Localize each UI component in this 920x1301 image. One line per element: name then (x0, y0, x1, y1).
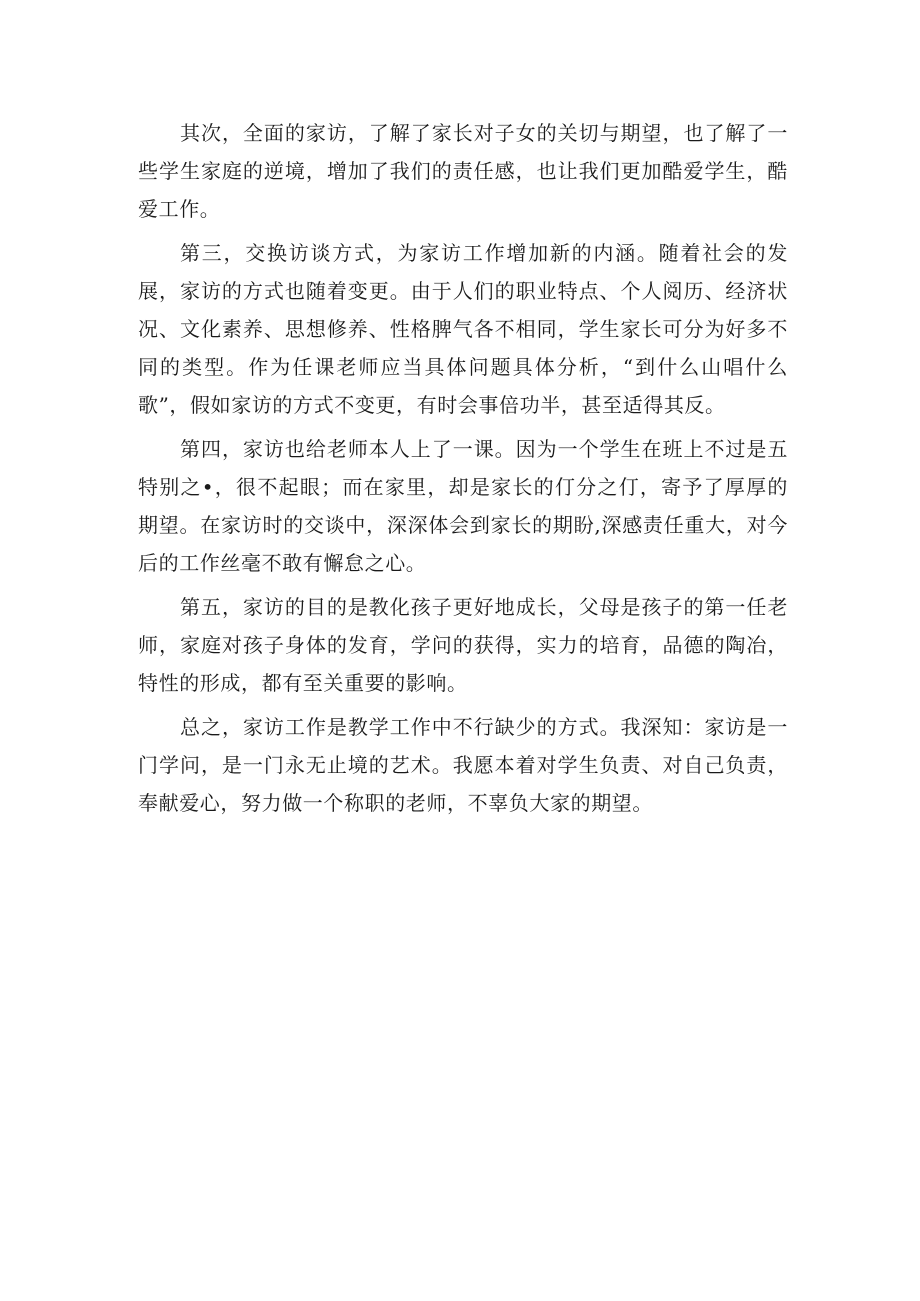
document-body (138, 114, 788, 828)
paragraph-second-point: 其次，全面的家访，了解了家长对子女的关切与期望，也了解了一些学生家庭的逆境，增加了我们的责任感，也让我们更加酷爱学生，酷爱工作。 (138, 121, 788, 221)
paragraph-fourth-point: 第四，家访也给老师本人上了一课。因为一个学生在班上不过是五特别之•，很不起眼；而在家里，却是家长的仃分之仃，寄予了厚厚的期望。在家访时的交谈中，深深体会到家长的期盼,深感责任重大，对今后的工作丝毫不敢有懈怠之心。 (138, 437, 788, 575)
paragraph-conclusion: 总之，家访工作是教学工作中不行缺少的方式。我深知：家访是一门学问，是一门永无止境的艺术。我愿本着对学生负责、对自己负责，奉献爱心，努力做一个称职的老师，不辜负大家的期望。 (138, 715, 788, 815)
paragraph-fifth-point: 第五，家访的目的是教化孩子更好地成长，父母是孩子的第一任老师，家庭对孩子身体的发育，学问的获得，实力的培育，品德的陶冶，特性的形成，都有至关重要的影响。 (138, 595, 788, 695)
paragraph-third-point: 第三，交换访谈方式，为家访工作增加新的内涵。随着社会的发展，家访的方式也随着变更。由于人们的职业特点、个人阅历、经济状况、文化素养、思想修养、性格脾气各不相同，学生家长可分为好多不同的类型。作为任课老师应当具体问题具体分析，“到什么山唱什么歌”，假如家访的方式不变更，有时会事倍功半，甚至适得其反。 (138, 241, 788, 417)
